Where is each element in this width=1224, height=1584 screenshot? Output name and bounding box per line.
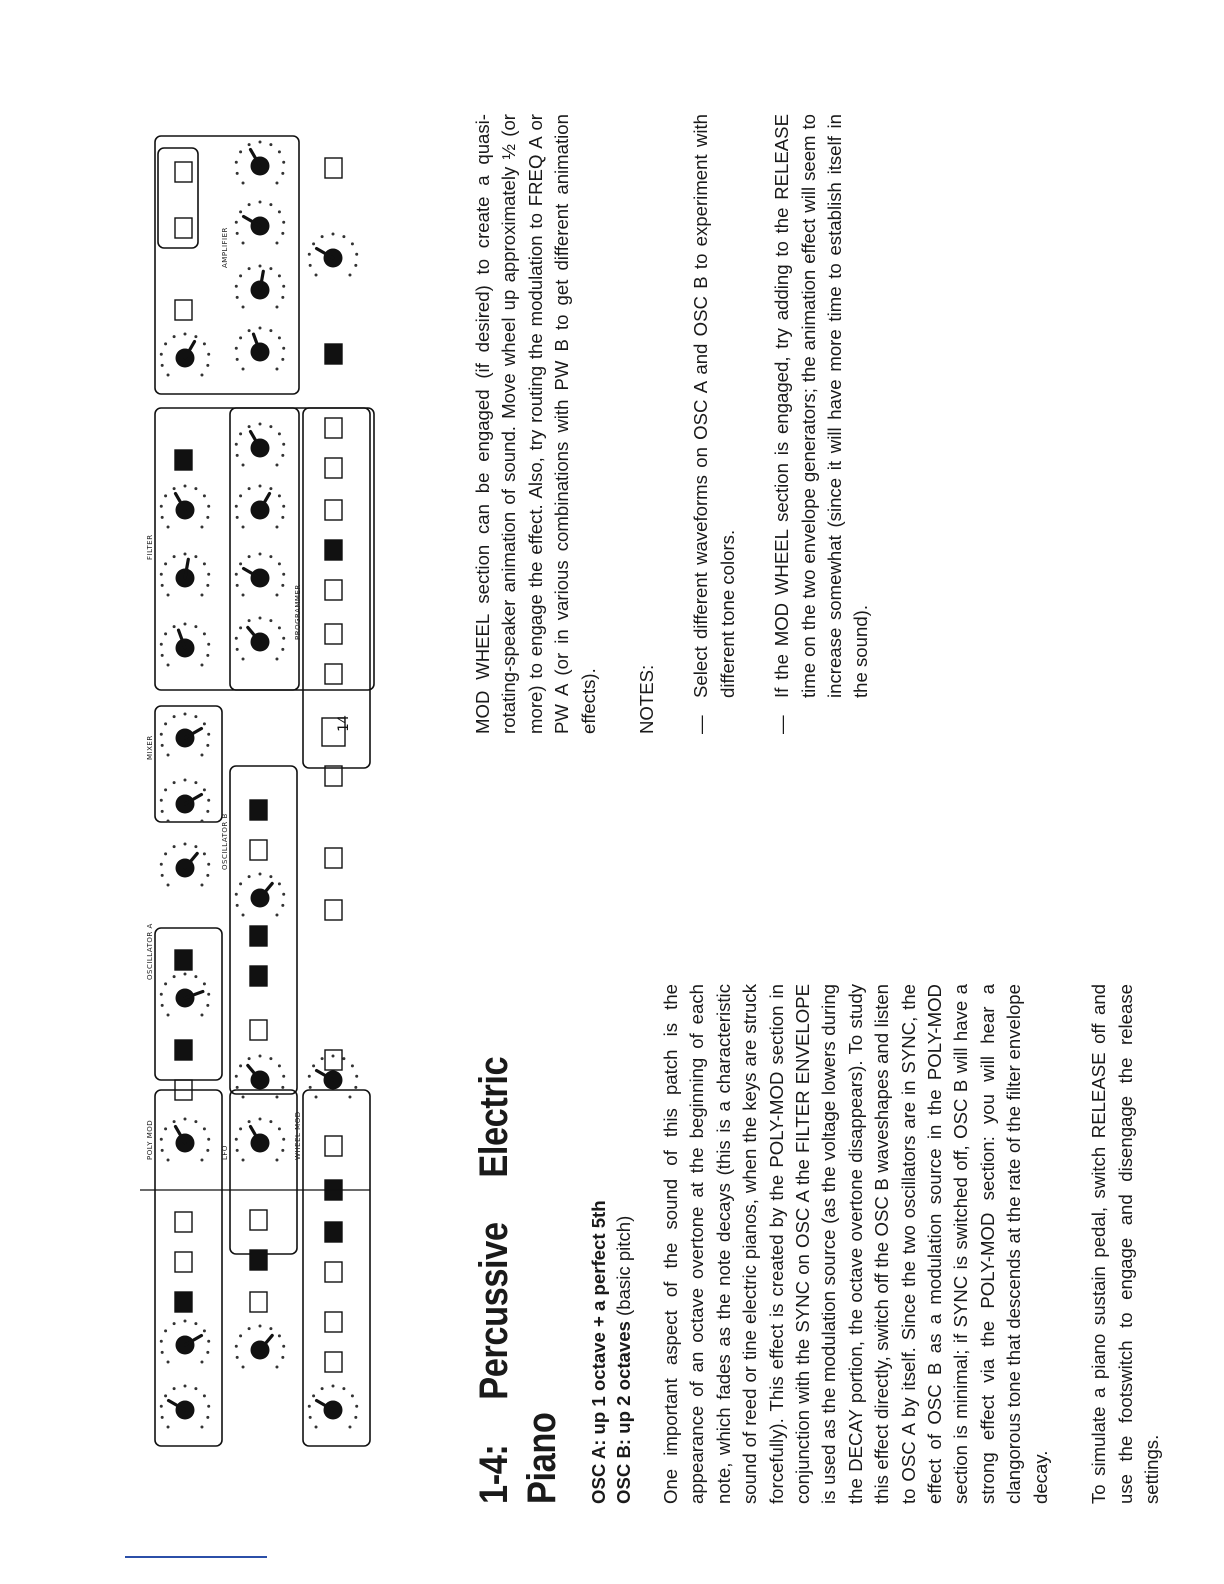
osc-b-setting: OSC B: up 2 octaves (basic pitch) (613, 1215, 634, 1504)
note-text: Select different waveforms on OSC A and OSC B to experiment with different tone colors. (690, 114, 738, 698)
panel-label: OSCILLATOR A (146, 923, 154, 980)
note-text: If the MOD WHEEL section is engaged, try adding to the RELEASE time on the two envelope generators; the animation effect will seem to increase somewhat (since it will have more time to establish itself in the sound). (771, 114, 872, 698)
page-title: 1-4: Percussive Electric Piano (472, 1056, 564, 1504)
panel-label: LFO (221, 1145, 229, 1160)
panel-label: FILTER (146, 534, 154, 560)
paragraph-mod-wheel: MOD WHEEL section can be engaged (if desired) to create a quasi-rotating-speaker animation of sound. Move wheel up approximately ½ (or more) to engage the effect. Also, try routing the modulation to FREQ A or PW A (or in various combinations with PW B to get different animation effects). (472, 114, 599, 734)
panel-label: OSCILLATOR B (221, 813, 229, 870)
oscillator-settings (586, 984, 636, 1504)
osc-a-setting: OSC A: up 1 octave + a perfect 5th (588, 1200, 609, 1504)
note-item (769, 114, 875, 734)
scan-edge-mark (125, 1556, 267, 1558)
panel-label: WHEEL MOD (294, 1111, 302, 1160)
panel-label: PROGRAMMER (294, 584, 302, 640)
panel-label: AMPLIFIER (221, 227, 229, 268)
left-column (470, 984, 1165, 1504)
notes-heading: NOTES: (636, 664, 658, 734)
right-column (470, 114, 875, 734)
program-number: 14 (336, 715, 352, 732)
note-dash: — (690, 715, 712, 734)
note-item (688, 114, 741, 734)
panel-label: MIXER (146, 735, 154, 760)
note-dash: — (771, 715, 793, 734)
panel-label: POLY MOD (146, 1119, 154, 1160)
paragraph-sustain-pedal: To simulate a piano sustain pedal, switch RELEASE off and use the footswitch to engage and disengage the release settings. (1088, 984, 1162, 1504)
paragraph-polymod-effect: One important aspect of the sound of this patch is the appearance of an octave overtone at the beginning of each note, which fades as the note decays (this is a characteristic sound of reed or tine electric pianos, when the keys are struck forcefully). This effect is created by the POLY-MOD section in conjunction with the SYNC on OSC A the FILTER ENVELOPE is used as the modulation source (as the voltage lowers during the DECAY portion, the octave overtone disappears). To study this effect directly, switch off the OSC B waveshapes and listen to OSC A by itself. Since the two oscillators are in SYNC, the effect of OSC B as a modulation source in the POLY-MOD section is minimal; if SYNC is switched off, OSC B will have a strong effect via the POLY-MOD section: you will hear a clangorous tone that descends at the rate of the filter envelope decay. (660, 984, 1051, 1504)
